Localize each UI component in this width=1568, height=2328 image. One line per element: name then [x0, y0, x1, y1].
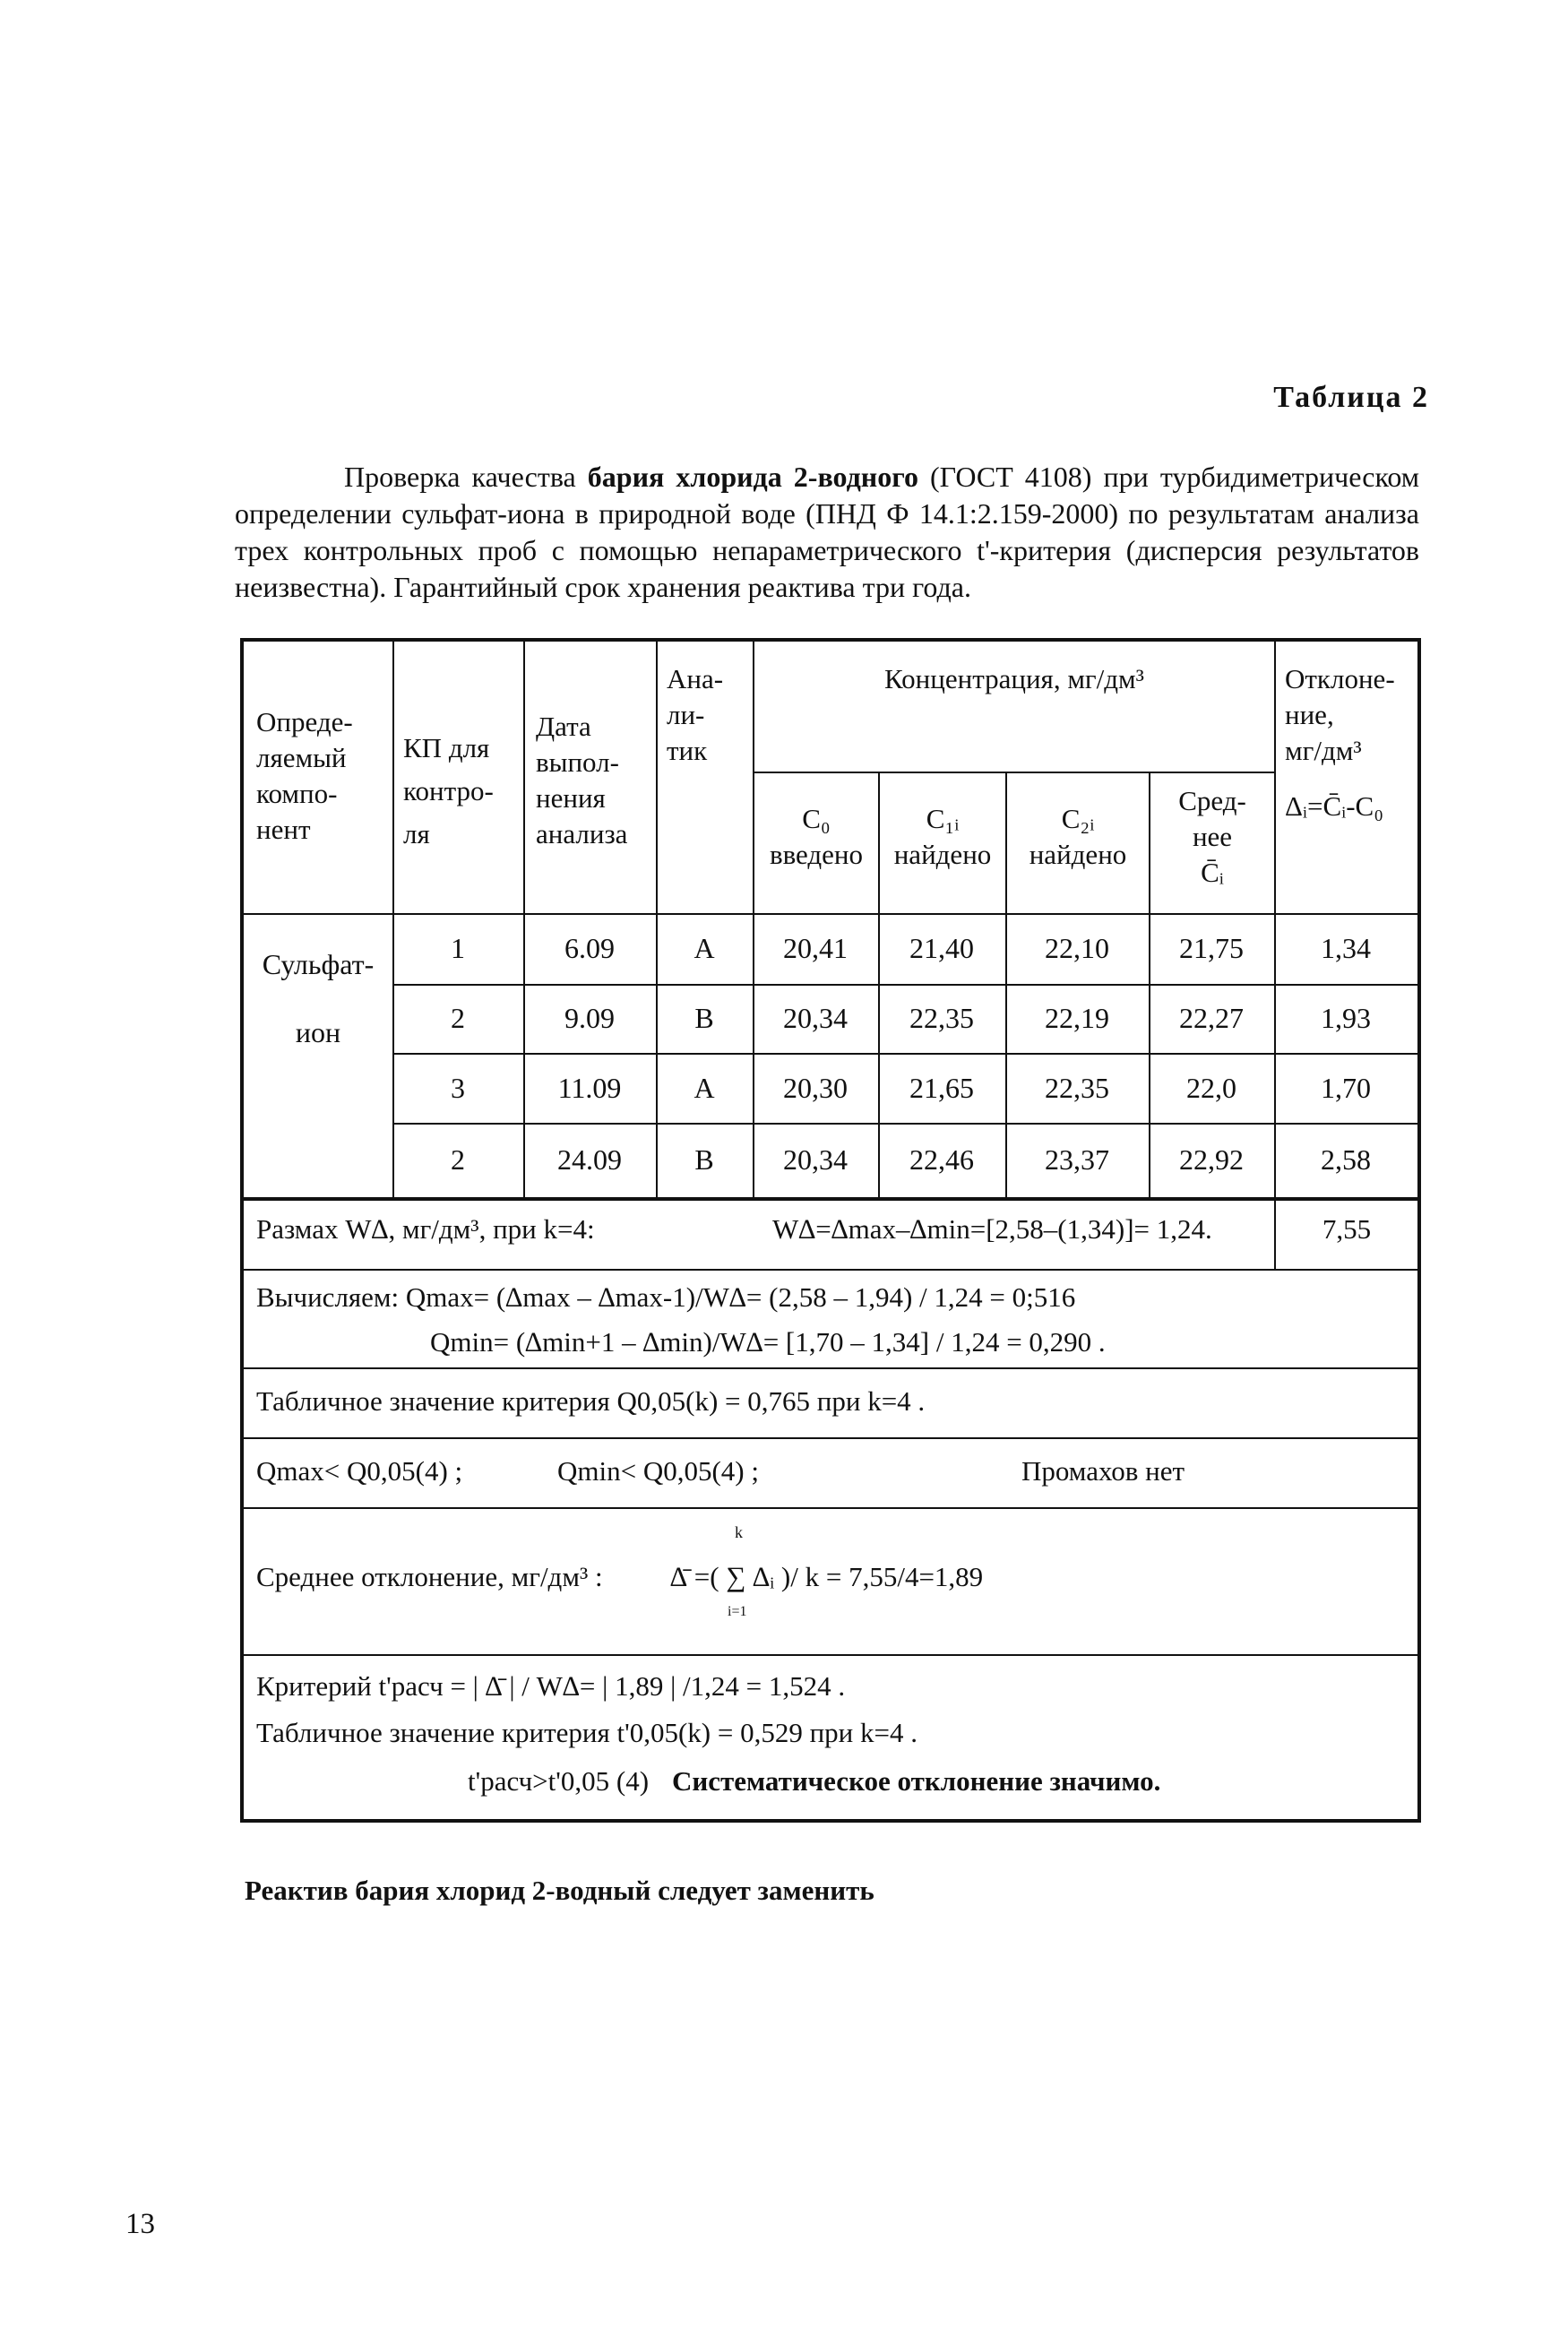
- cell-analyst: В: [694, 1002, 714, 1034]
- cell-date: 11.09: [557, 1072, 622, 1104]
- header-analyst: [667, 661, 747, 769]
- range-label: Размах W∆, мг/дм³, при k=4:: [256, 1213, 595, 1245]
- header-text: компо-: [256, 778, 338, 809]
- mean-dev-label: Среднее отклонение, мг/дм³ :: [256, 1561, 603, 1592]
- header-formula: Δᵢ=C̄ᵢ-C₀: [1285, 790, 1384, 822]
- cell-analyst: А: [694, 932, 715, 964]
- mean-dev-formula: ∆̄ =( ∑ ∆ᵢ )/ k = 7,55/4=1,89: [670, 1561, 984, 1592]
- header-text: Опреде-: [256, 706, 353, 737]
- cell-avg: 22,92: [1179, 1143, 1244, 1176]
- cell-c0: 20,30: [783, 1072, 848, 1104]
- cell-c1: 22,35: [909, 1002, 974, 1034]
- header-text: введено: [769, 839, 864, 870]
- header-text: Ана-: [667, 663, 724, 694]
- header-text: нент: [256, 814, 311, 845]
- header-c2: [1007, 801, 1149, 873]
- cell-date: 24.09: [557, 1143, 622, 1176]
- cell-dev: 1,93: [1321, 1002, 1371, 1034]
- range-sum: 7,55: [1322, 1213, 1372, 1245]
- criterion-verdict: Систематическое отклонение значимо.: [672, 1765, 1161, 1797]
- grid-line: [244, 1367, 1417, 1369]
- cell-c1: 21,65: [909, 1072, 974, 1104]
- header-text: КП для: [403, 732, 490, 763]
- criterion-table: Табличное значение критерия t'0,05(k) = 0,529 при k=4 .: [256, 1717, 918, 1748]
- cell-date: 6.09: [564, 932, 615, 964]
- header-text: тик: [667, 735, 708, 766]
- header-avg: [1150, 783, 1274, 891]
- compare-qmax: Qmax< Q0,05(4) ;: [256, 1455, 463, 1487]
- header-text: ля: [403, 818, 430, 849]
- range-formula: W∆=∆max–∆min=[2,58–(1,34)]= 1,24.: [772, 1213, 1212, 1245]
- header-text: нее: [1192, 821, 1233, 852]
- cell-c0: 20,41: [783, 932, 848, 964]
- cell-c2: 23,37: [1045, 1143, 1109, 1176]
- header-c0: [754, 801, 878, 873]
- header-text: мг/дм³: [1285, 735, 1362, 766]
- cell-c0: 20,34: [783, 1143, 848, 1176]
- header-c1: [880, 801, 1005, 873]
- criterion-calc: Критерий t'расч = | ∆̄ | / W∆= | 1,89 | /1,24 = 1,524 .: [256, 1670, 846, 1702]
- cell-c1: 21,40: [909, 932, 974, 964]
- grid-line: [244, 1197, 1417, 1201]
- header-component: [256, 704, 391, 848]
- cell-dev: 2,58: [1321, 1143, 1371, 1176]
- cell-dev: 1,70: [1321, 1072, 1371, 1104]
- compute-qmax: Вычисляем: Qmax= (∆max – ∆max-1)/W∆= (2,58 – 1,94) / 1,24 = 0;516: [256, 1281, 1076, 1313]
- page-number: 13: [125, 2208, 155, 2240]
- cell-avg: 22,0: [1186, 1072, 1236, 1104]
- cell-kp: 1: [451, 932, 465, 964]
- cell-c1: 22,46: [909, 1143, 974, 1176]
- conclusion: Реактив бария хлорид 2-водный следует заменить: [245, 1875, 874, 1906]
- cell-avg: 22,27: [1179, 1002, 1244, 1034]
- cell-avg: 21,75: [1179, 932, 1244, 964]
- compare-result: Промахов нет: [1021, 1455, 1185, 1487]
- grid-line: [753, 772, 1274, 773]
- header-date: [536, 709, 652, 852]
- grid-line: [244, 1269, 1417, 1271]
- intro-bold: бария хлорида 2-водного: [587, 461, 918, 493]
- header-deviation: [1285, 661, 1419, 824]
- header-text: Сред-: [1178, 785, 1246, 816]
- header-text: C̄ᵢ: [1201, 857, 1224, 888]
- cell-kp: 2: [451, 1002, 465, 1034]
- header-text: найдено: [1029, 839, 1127, 870]
- header-text: C₀: [802, 803, 831, 834]
- results-table: [240, 638, 1421, 1823]
- cell-c2: 22,35: [1045, 1072, 1109, 1104]
- compute-qmin: Qmin= (∆min+1 – ∆min)/W∆= [1,70 – 1,34] / 1,24 = 0,290 .: [430, 1326, 1106, 1358]
- table-label: Таблица 2: [1273, 381, 1429, 414]
- component-text: ион: [295, 1016, 341, 1048]
- cell-analyst: В: [694, 1143, 714, 1176]
- header-text: найдено: [893, 839, 992, 870]
- intro-text-1: Проверка качества: [344, 461, 588, 493]
- criterion-compare: t'расч>t'0,05 (4): [468, 1765, 650, 1797]
- header-text: C₁ᵢ: [926, 803, 960, 834]
- component-name: [244, 930, 392, 1066]
- grid-line: [244, 1654, 1417, 1656]
- compare-qmin: Qmin< Q0,05(4) ;: [557, 1455, 759, 1487]
- header-text: контро-: [403, 775, 494, 806]
- cell-c2: 22,10: [1045, 932, 1109, 964]
- component-text: Сульфат-: [262, 948, 375, 980]
- sum-upper-limit: k: [735, 1523, 743, 1541]
- header-kp: [403, 727, 520, 856]
- grid-line: [244, 1437, 1417, 1439]
- header-concentration: Концентрация, мг/дм³: [884, 663, 1144, 694]
- cell-c0: 20,34: [783, 1002, 848, 1034]
- cell-analyst: А: [694, 1072, 715, 1104]
- header-text: выпол-: [536, 746, 619, 778]
- intro-paragraph: [235, 459, 1419, 606]
- cell-c2: 22,19: [1045, 1002, 1109, 1034]
- header-text: Дата: [536, 711, 591, 742]
- cell-date: 9.09: [564, 1002, 615, 1034]
- header-text: анализа: [536, 818, 628, 849]
- cell-dev: 1,34: [1321, 932, 1371, 964]
- cell-kp: 2: [451, 1143, 465, 1176]
- header-text: нения: [536, 782, 606, 814]
- grid-line: [244, 1507, 1417, 1509]
- intro-text-2: (ГОСТ 4108) при турбидиметрическом определении сульфат-иона в природной воде (ПНД Ф 14.1:2.159-2000) по результатам анализа трех контрольных проб с помощью непараметрического t'-критерия (дисперсия результатов неизвестна). Гарантийный срок хранения реактива три года.: [235, 461, 1420, 603]
- cell-kp: 3: [451, 1072, 465, 1104]
- header-text: ли-: [667, 699, 705, 730]
- header-text: ние,: [1285, 699, 1334, 730]
- sum-lower-limit: i=1: [728, 1604, 747, 1619]
- header-text: Отклоне-: [1285, 663, 1395, 694]
- table-value-q: Табличное значение критерия Q0,05(k) = 0,765 при k=4 .: [256, 1385, 926, 1417]
- header-text: C₂ᵢ: [1061, 803, 1095, 834]
- header-text: ляемый: [256, 742, 347, 773]
